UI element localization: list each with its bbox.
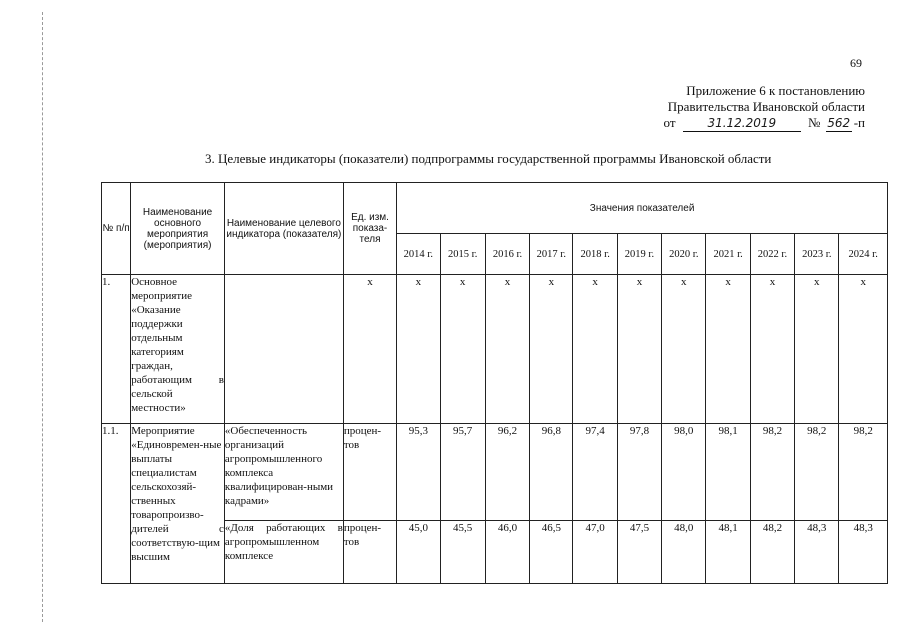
table-row [102, 275, 888, 424]
row-value: 95,3 [397, 424, 440, 521]
header-unit: Ед. изм. показа-теля [343, 183, 396, 275]
year-header: 2022 г. [750, 234, 794, 275]
year-header: 2023 г. [795, 234, 839, 275]
table-header-row [102, 183, 888, 234]
row-value: 46,0 [485, 521, 529, 584]
page-number: 69 [850, 56, 862, 70]
row-indicator: «Доля работающих в агропромышленном комплексе [224, 521, 343, 584]
handwritten-number: 562 [827, 116, 851, 130]
row-value: 98,2 [839, 424, 888, 521]
appendix-line-1: Приложение 6 к постановлению [686, 83, 865, 98]
row-value: 98,1 [706, 424, 750, 521]
binding-margin-line [42, 12, 43, 622]
header-values: Значения показателей [397, 183, 888, 234]
row-unit: х [343, 275, 396, 424]
row-value: х [530, 275, 573, 424]
row-value: 48,2 [750, 521, 794, 584]
year-header: 2024 г. [839, 234, 888, 275]
year-header: 2021 г. [706, 234, 750, 275]
handwritten-date: 31.12.2019 [683, 115, 801, 132]
number-label: № [808, 115, 821, 130]
table-row [102, 424, 888, 521]
year-header: 2020 г. [662, 234, 706, 275]
row-unit: процен-тов [343, 521, 396, 584]
row-event: Основное мероприятие «Оказание поддержки отдельным категориям граждан, работающим в сельской местности» [131, 275, 225, 424]
row-indicator: «Обеспеченность организаций агропромышленного комплекса квалифицирован-ными кадрами» [224, 424, 343, 521]
row-value: х [485, 275, 529, 424]
section-title: 3. Целевые индикаторы (показатели) подпрограммы государственной программы Ивановской области [205, 151, 772, 166]
row-value: 95,7 [440, 424, 485, 521]
row-value: 45,5 [440, 521, 485, 584]
row-indicator [224, 275, 343, 424]
row-value: 47,0 [573, 521, 617, 584]
row-event: Мероприятие «Единовремен-ные выплаты специалистам сельскохозяй-ственных товаропроизво-дителей с соответствую-щим высшим [131, 424, 225, 584]
year-header: 2017 г. [530, 234, 573, 275]
year-header: 2015 г. [440, 234, 485, 275]
row-value: х [617, 275, 661, 424]
row-value: 48,1 [706, 521, 750, 584]
year-header: 2014 г. [397, 234, 440, 275]
row-value: х [706, 275, 750, 424]
indicators-table [101, 182, 888, 584]
row-value: 98,2 [795, 424, 839, 521]
year-header: 2016 г. [485, 234, 529, 275]
row-value: 48,3 [839, 521, 888, 584]
row-value: х [440, 275, 485, 424]
row-value: 96,2 [485, 424, 529, 521]
row-value: 45,0 [397, 521, 440, 584]
header-num: № п/п [102, 183, 131, 275]
row-value: 48,0 [662, 521, 706, 584]
row-value: 48,3 [795, 521, 839, 584]
row-value: 97,8 [617, 424, 661, 521]
row-unit: процен-тов [343, 424, 396, 521]
row-value: 98,2 [750, 424, 794, 521]
header-indicator: Наименование целевого индикатора (показателя) [224, 183, 343, 275]
row-value: 98,0 [662, 424, 706, 521]
row-value: х [795, 275, 839, 424]
row-value: х [397, 275, 440, 424]
appendix-header [664, 83, 865, 132]
row-value: х [662, 275, 706, 424]
row-num: 1. [102, 275, 131, 424]
from-label: от [663, 115, 676, 130]
row-value: х [573, 275, 617, 424]
appendix-line-2: Правительства Ивановской области [667, 99, 865, 114]
header-event: Наименование основного мероприятия (мероприятия) [131, 183, 225, 275]
row-value: х [839, 275, 888, 424]
row-value: 97,4 [573, 424, 617, 521]
year-header: 2019 г. [617, 234, 661, 275]
number-suffix: -п [853, 115, 865, 130]
appendix-line-3 [664, 115, 865, 132]
row-num: 1.1. [102, 424, 131, 584]
year-header: 2018 г. [573, 234, 617, 275]
row-value: 47,5 [617, 521, 661, 584]
row-value: 46,5 [530, 521, 573, 584]
row-value: х [750, 275, 794, 424]
row-value: 96,8 [530, 424, 573, 521]
